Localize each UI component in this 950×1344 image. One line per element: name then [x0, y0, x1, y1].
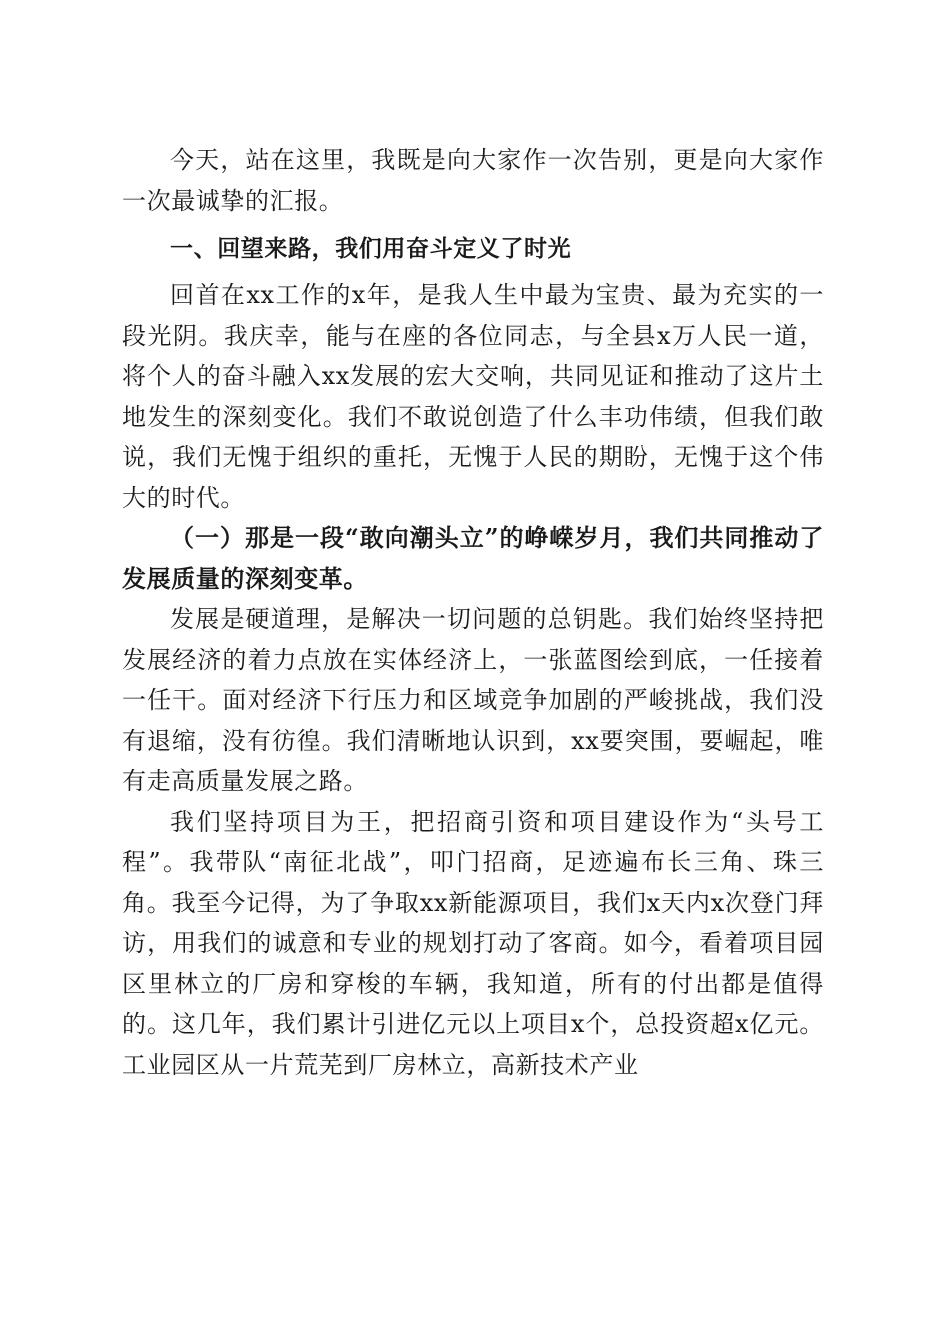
paragraph-intro: 今天，站在这里，我既是向大家作一次告别，更是向大家作一次最诚挚的汇报。 — [122, 146, 824, 215]
paragraph-development: 发展是硬道理，是解决一切问题的总钥匙。我们始终坚持把发展经济的着力点放在实体经济上，一张蓝图绘到底，一任接着一任干。面对经济下行压力和区域竞争加剧的严峻挑战，我们没有退缩，没有彷徨。我们清晰地认识到，xx要突围，要崛起，唯有走高质量发展之路。 — [122, 605, 824, 795]
paragraph-projects: 我们坚持项目为王，把招商引资和项目建设作为“头号工程”。我带队“南征北战”，叩门招商，足迹遍布长三角、珠三角。我至今记得，为了争取xx新能源项目，我们x天内x次登门拜访，用我们的诚意和专业的规划打动了客商。如今，看着项目园区里林立的厂房和穿梭的车辆，我知道，所有的付出都是值得的。这几年，我们累计引进亿元以上项目x个，总投资超x亿元。工业园区从一片荒芜到厂房林立，高新技术产业 — [122, 807, 824, 1079]
document-body — [122, 140, 824, 1085]
section-heading: 一、回望来路，我们用奋斗定义了时光 — [170, 236, 572, 262]
paragraph-review: 回首在xx工作的x年，是我人生中最为宝贵、最为充实的一段光阴。我庆幸，能与在座的各位同志，与全县x万人民一道，将个人的奋斗融入xx发展的宏大交响，共同见证和推动了这片土地发生的深刻变化。我们不敢说创造了什么丰功伟绩，但我们敢说，我们无愧于组织的重托，无愧于人民的期盼，无愧于这个伟大的时代。 — [122, 281, 824, 512]
subsection-heading: （一）那是一段“敢向潮头立”的峥嵘岁月，我们共同推动了发展质量的深刻变革。 — [122, 523, 824, 593]
